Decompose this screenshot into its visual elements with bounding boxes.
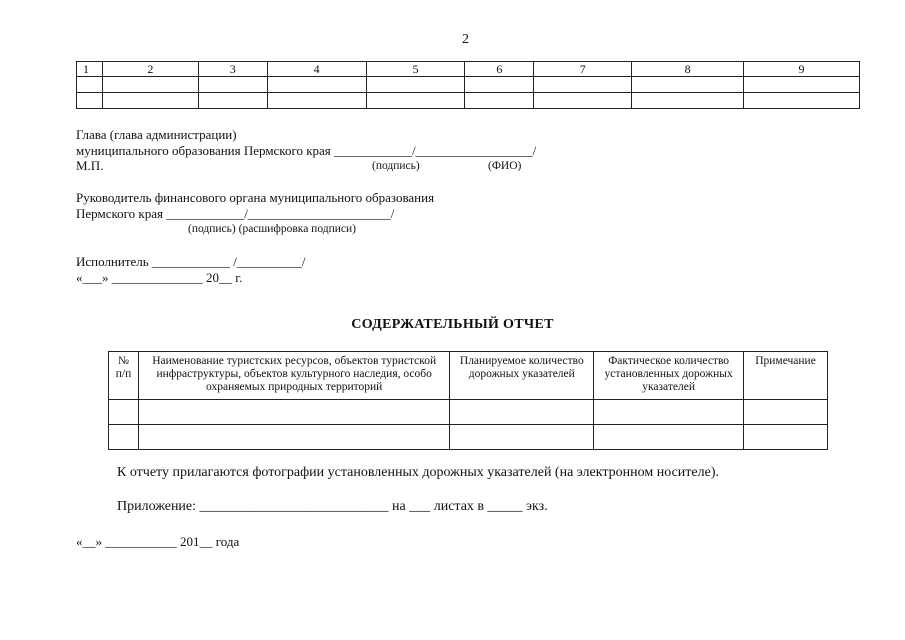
table-cell — [465, 77, 534, 93]
report-date-line: «__» ___________ 201__ года — [76, 534, 240, 549]
table-cell — [109, 400, 139, 425]
table-cell — [267, 77, 366, 93]
report-title: СОДЕРЖАТЕЛЬНЫЙ ОТЧЕТ — [351, 317, 554, 332]
header-planned: Планируемое количество дорожных указателей — [450, 352, 594, 400]
photos-note: К отчету прилагаются фотографии установленных дорожных указателей (на электронном носителе). — [117, 465, 719, 480]
table-cell — [102, 77, 198, 93]
top-table-header-row — [77, 62, 860, 77]
caption-signature: (подпись) — [372, 160, 420, 172]
table-cell — [744, 425, 828, 450]
table-row — [109, 425, 828, 450]
header-name: Наименование туристских ресурсов, объектов туристской инфраструктуры, объектов культурного наследия, особо охраняемых природных территорий — [138, 352, 449, 400]
head-signature-line: муниципального образования Пермского края ____________/__________________/ — [76, 143, 537, 158]
table-cell — [744, 400, 828, 425]
column-number: 7 — [534, 62, 632, 77]
table-cell — [632, 77, 744, 93]
page-number: 2 — [462, 32, 469, 47]
table-cell — [450, 425, 594, 450]
column-number: 1 — [77, 62, 103, 77]
column-number: 6 — [465, 62, 534, 77]
column-number: 4 — [267, 62, 366, 77]
table-cell — [744, 77, 860, 93]
header-actual: Фактическое количество установленных дорожных указателей — [594, 352, 744, 400]
top-table — [76, 61, 860, 109]
table-cell — [594, 425, 744, 450]
date-line: «___» ______________ 20__ г. — [76, 270, 243, 285]
column-number: 3 — [198, 62, 267, 77]
table-cell — [465, 93, 534, 109]
table-row — [77, 93, 860, 109]
table-cell — [366, 93, 465, 109]
column-number: 2 — [102, 62, 198, 77]
table-row — [77, 77, 860, 93]
table-cell — [138, 400, 449, 425]
executor-line: Исполнитель ____________ /__________/ — [76, 254, 306, 269]
stamp-place: М.П. — [76, 158, 104, 173]
table-cell — [198, 77, 267, 93]
table-cell — [450, 400, 594, 425]
finance-title-line: Руководитель финансового органа муниципального образования — [76, 190, 435, 205]
header-number: № п/п — [109, 352, 139, 400]
table-cell — [109, 425, 139, 450]
finance-caption: (подпись) (расшифровка подписи) — [188, 223, 357, 235]
table-cell — [77, 77, 103, 93]
head-title-line: Глава (глава администрации) — [76, 127, 237, 142]
column-number: 9 — [744, 62, 860, 77]
table-row — [109, 400, 828, 425]
table-cell — [267, 93, 366, 109]
table-cell — [198, 93, 267, 109]
finance-signature-line: Пермского края ____________/______________________/ — [76, 206, 395, 221]
table-cell — [102, 93, 198, 109]
table-cell — [534, 77, 632, 93]
table-cell — [744, 93, 860, 109]
table-cell — [366, 77, 465, 93]
report-table-header-row — [109, 352, 828, 400]
table-cell — [77, 93, 103, 109]
column-number: 5 — [366, 62, 465, 77]
table-cell — [632, 93, 744, 109]
table-cell — [534, 93, 632, 109]
table-cell — [138, 425, 449, 450]
report-table — [108, 351, 828, 450]
table-cell — [594, 400, 744, 425]
appendix-line: Приложение: ___________________________ на ___ листах в _____ экз. — [117, 499, 548, 514]
caption-fio: (ФИО) — [488, 160, 522, 172]
header-note: Примечание — [744, 352, 828, 400]
column-number: 8 — [632, 62, 744, 77]
